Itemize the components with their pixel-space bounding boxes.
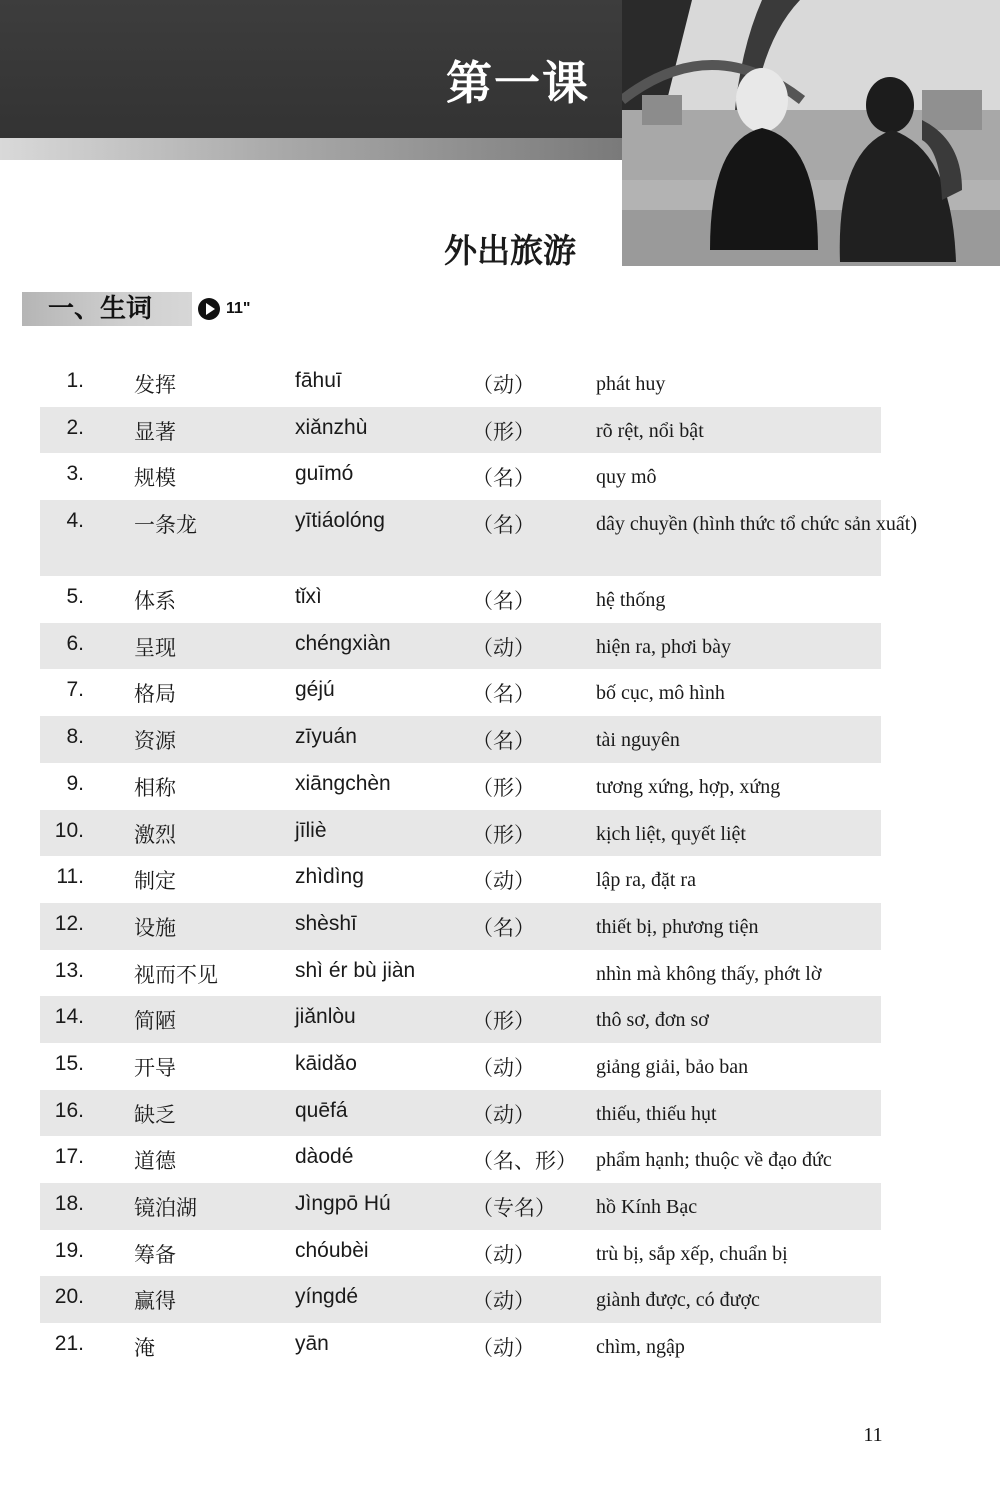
vocab-pos: （动） <box>472 869 535 894</box>
vocab-row <box>40 500 918 576</box>
vocab-hanzi: 显著 <box>134 419 176 444</box>
vocab-row <box>40 360 881 407</box>
page-number: 11 <box>863 1424 883 1446</box>
vocab-number: 14. <box>54 1005 84 1029</box>
vocab-pos: （名） <box>472 729 535 754</box>
vocab-pos: （形） <box>472 775 535 800</box>
vocab-pos: （名） <box>472 589 535 614</box>
vocab-number: 3. <box>66 462 84 486</box>
vocab-hanzi: 制定 <box>134 869 176 894</box>
vocab-row <box>40 903 881 950</box>
vocab-meaning: tương xứng, hợp, xứng <box>596 775 781 798</box>
vocab-meaning: thiết bị, phương tiện <box>596 915 759 938</box>
vocab-pos: （动） <box>472 1289 535 1314</box>
vocab-meaning: kịch liệt, quyết liệt <box>596 822 746 845</box>
vocab-number: 15. <box>54 1051 84 1075</box>
vocab-hanzi: 开导 <box>134 1055 176 1080</box>
lesson-title: 第一课 <box>446 56 590 110</box>
vocab-hanzi: 视而不见 <box>134 962 218 987</box>
audio-duration: 11" <box>226 300 251 317</box>
vocab-pos: （名、形） <box>472 1149 577 1174</box>
vocab-pinyin: yītiáolóng <box>295 509 385 533</box>
vocab-pinyin: zīyuán <box>295 725 357 749</box>
vocab-row <box>40 576 881 623</box>
vocab-hanzi: 资源 <box>134 729 176 754</box>
vocab-number: 12. <box>54 911 84 935</box>
vocab-meaning: hệ thống <box>596 589 666 612</box>
title-banner-gradient <box>0 138 622 160</box>
vocab-hanzi: 缺乏 <box>134 1102 176 1127</box>
vocab-number: 7. <box>66 678 84 702</box>
vocab-pinyin: shì ér bù jiàn <box>295 958 416 982</box>
vocab-number: 21. <box>54 1332 84 1356</box>
vocab-meaning: rõ rệt, nổi bật <box>596 419 704 442</box>
vocab-hanzi: 规模 <box>134 466 176 491</box>
vocab-hanzi: 镜泊湖 <box>134 1196 197 1220</box>
vocab-hanzi: 激烈 <box>134 822 176 847</box>
lesson-subtitle: 外出旅游 <box>444 231 576 270</box>
vocab-number: 8. <box>66 725 84 749</box>
vocab-row <box>40 1090 881 1137</box>
vocab-row <box>40 1043 881 1090</box>
vocab-number: 9. <box>66 771 84 795</box>
vocab-number: 11. <box>56 865 84 889</box>
vocab-row <box>40 950 881 997</box>
vocab-pinyin: jīliè <box>295 818 327 842</box>
vocab-row <box>40 716 881 763</box>
vocab-pos: （形） <box>472 1009 535 1034</box>
vocab-meaning: dây chuyền (hình thức tổ chức sản xuất) <box>596 513 918 536</box>
vocab-hanzi: 格局 <box>134 682 176 707</box>
vocab-pinyin: shèshī <box>295 911 357 935</box>
vocab-number: 19. <box>54 1238 84 1262</box>
vocab-row <box>40 669 881 716</box>
vocab-number: 2. <box>66 415 84 439</box>
vocab-pos: （名） <box>472 915 535 940</box>
vocab-number: 10. <box>54 818 84 842</box>
vocab-number: 6. <box>66 631 84 655</box>
vocab-pinyin: xiǎnzhù <box>295 415 368 439</box>
vocab-number: 5. <box>66 585 84 609</box>
vocab-pos: （名） <box>472 682 535 707</box>
vocab-row <box>40 407 881 454</box>
vocab-pinyin: xiāngchèn <box>295 771 391 795</box>
vocab-meaning: chìm, ngập <box>596 1336 685 1359</box>
vocab-pinyin: géjú <box>295 678 335 702</box>
vocab-pos: （动） <box>472 1336 535 1361</box>
vocab-meaning: quy mô <box>596 466 657 489</box>
vocab-hanzi: 发挥 <box>134 373 176 397</box>
vocab-hanzi: 呈现 <box>134 635 176 660</box>
vocab-pinyin: yíngdé <box>295 1285 359 1309</box>
vocab-pos: （动） <box>472 1055 535 1080</box>
vocab-hanzi: 设施 <box>134 915 176 940</box>
play-icon[interactable] <box>198 298 220 320</box>
vocab-meaning: giành được, có được <box>596 1289 760 1312</box>
audio-track[interactable] <box>198 298 251 320</box>
vocab-row <box>40 996 881 1043</box>
vocab-meaning: bố cục, mô hình <box>596 682 725 705</box>
header-photo-illustration <box>622 0 1000 266</box>
vocab-number: 13. <box>54 958 84 982</box>
vocab-pinyin: quēfá <box>295 1098 348 1122</box>
vocab-meaning: thô sơ, đơn sơ <box>596 1009 709 1032</box>
vocabulary-list <box>40 360 918 1370</box>
vocab-row <box>40 1276 881 1323</box>
vocab-hanzi: 体系 <box>134 589 176 614</box>
vocab-pinyin: fāhuī <box>295 369 342 392</box>
vocab-row <box>40 453 881 500</box>
vocab-number: 20. <box>54 1285 84 1309</box>
vocab-meaning: trù bị, sắp xếp, chuẩn bị <box>596 1242 788 1265</box>
vocab-row <box>40 1323 881 1370</box>
vocab-meaning: hồ Kính Bạc <box>596 1196 698 1218</box>
vocab-meaning: hiện ra, phơi bày <box>596 635 731 658</box>
vocab-number: 4. <box>66 509 84 533</box>
vocab-hanzi: 一条龙 <box>134 513 197 538</box>
vocab-pinyin: jiǎnlòu <box>295 1005 356 1029</box>
vocab-pinyin: chóubèi <box>295 1238 369 1262</box>
vocab-row <box>40 1136 881 1183</box>
vocab-row <box>40 810 881 857</box>
vocab-number: 17. <box>54 1145 84 1169</box>
vocab-meaning: nhìn mà không thấy, phớt lờ <box>596 962 822 985</box>
vocab-pinyin: guīmó <box>295 462 354 486</box>
vocab-meaning: phát huy <box>596 373 666 395</box>
vocab-row <box>40 1230 881 1277</box>
vocab-hanzi: 淹 <box>134 1336 155 1361</box>
vocab-meaning: lập ra, đặt ra <box>596 869 696 892</box>
section-title: 一、生词 <box>48 294 153 324</box>
vocab-row <box>40 1183 881 1230</box>
vocab-hanzi: 筹备 <box>134 1242 176 1267</box>
vocab-number: 16. <box>54 1098 84 1122</box>
vocab-meaning: giảng giải, bảo ban <box>596 1055 749 1078</box>
vocab-pos: （名） <box>472 466 535 491</box>
vocab-pinyin: kāidǎo <box>295 1051 357 1075</box>
vocab-hanzi: 简陋 <box>134 1009 176 1034</box>
vocab-pos: （动） <box>472 1242 535 1267</box>
vocab-pos: （形） <box>472 822 535 847</box>
vocab-pinyin: chéngxiàn <box>295 631 391 655</box>
vocab-pos: （动） <box>472 373 535 397</box>
vocab-hanzi: 道德 <box>134 1149 176 1174</box>
vocab-pos: （动） <box>472 1102 535 1127</box>
vocab-number: 1. <box>66 369 84 392</box>
vocab-pinyin: tǐxì <box>295 585 322 609</box>
header-photo <box>622 0 1000 266</box>
vocab-pos: （名） <box>472 513 535 538</box>
vocab-row <box>40 856 881 903</box>
vocab-pos: （动） <box>472 635 535 660</box>
vocab-row <box>40 623 881 670</box>
vocab-pos: （形） <box>472 419 535 444</box>
vocab-pinyin: dàodé <box>295 1145 354 1169</box>
vocab-pinyin: Jìngpō Hú <box>295 1192 391 1215</box>
vocab-number: 18. <box>54 1192 84 1215</box>
vocab-row <box>40 763 881 810</box>
vocab-hanzi: 赢得 <box>134 1289 176 1314</box>
vocab-meaning: tài nguyên <box>596 729 680 752</box>
vocab-pinyin: yān <box>295 1332 329 1356</box>
vocab-pos: （专名） <box>472 1196 556 1220</box>
vocab-meaning: thiếu, thiếu hụt <box>596 1102 717 1125</box>
vocab-pinyin: zhìdìng <box>295 865 364 889</box>
vocab-meaning: phẩm hạnh; thuộc về đạo đức <box>596 1149 832 1172</box>
vocab-hanzi: 相称 <box>134 775 176 800</box>
